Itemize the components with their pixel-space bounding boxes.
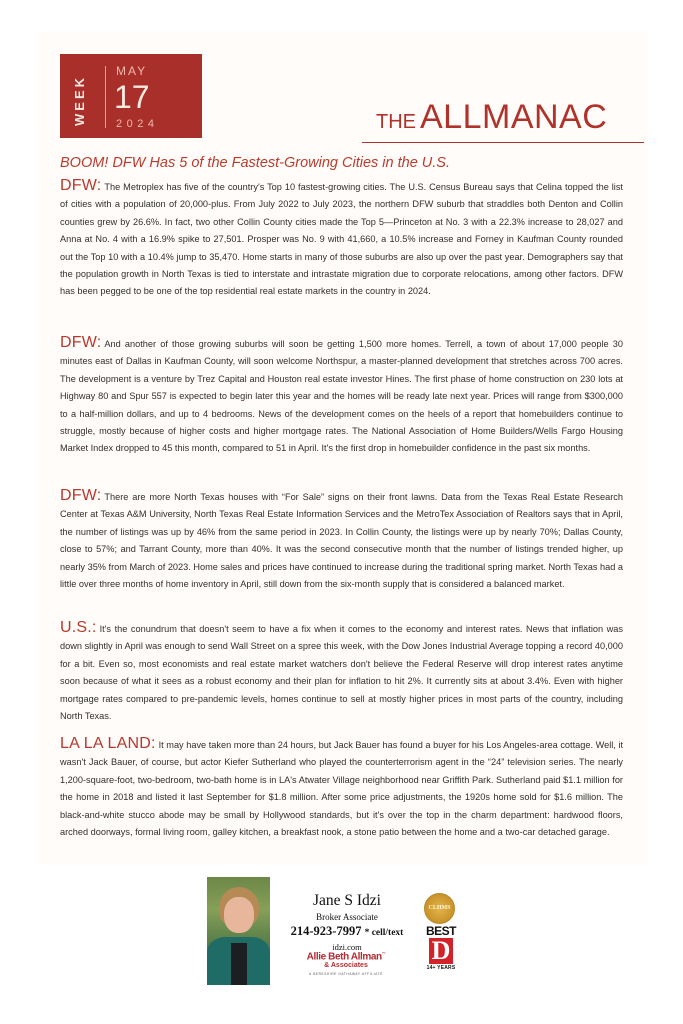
- article-body: It's the conundrum that doesn't seem to have a fix when it comes to the economy and interest rates. News that inflation was down slightly in April was enough to send Wall Street on a spree this week, with the Dow Jones Industrial Average topping a record 40,000 for a bit. Even so, most economists and real estate market watchers don't believe the Federal Reserve will drop interest rates anytime soon because of what it sees as a robust economy and their plan for inflation to hit 2%. It currently sits at about 3.4%. Even with higher mortgage rates compared to pre-pandemic levels, homes continue to sell at mostly higher prices in most parts of the country, including North Texas.: [60, 624, 623, 722]
- week-label: WEEK: [72, 75, 87, 126]
- article-dfw-growth: [60, 177, 623, 301]
- article-lead: DFW:: [60, 177, 102, 194]
- agent-title: Broker Associate: [316, 912, 378, 922]
- week-divider: [105, 66, 106, 128]
- article-us-rates: [60, 619, 623, 725]
- best-label: BEST: [425, 924, 456, 938]
- week-day: 17: [114, 79, 150, 115]
- article-lead: DFW:: [60, 487, 102, 504]
- article-la-la-land: [60, 735, 623, 841]
- clhms-seal-icon: [424, 893, 455, 924]
- article-body: It may have taken more than 24 hours, but Jack Bauer has found a buyer for his Los Angeles-area cottage. Well, it wasn't Jack Bauer, of course, but actor Kiefer Sutherland who played the counterterrorism agent in the “24” television series. The nearly 1,200-square-foot, two-bedroom, two-bath home is in LA's Atwater Village neighborhood near Griffith Park. Sutherland paid $1.1 million for the home in 2018 and listed it last September for $1.8 million. After some price adjustments, the 1920s home sold for $1.6 million. The black-and-white stucco abode may be small by Hollywood standards, but it's over the top in the charm department: hardwood floors, arched doorways, formal living room, galley kitchen, a breakfast nook, a stone patio between the home and a two-car detached garage.: [60, 740, 624, 838]
- agent-phone-number[interactable]: 214-923-7997: [290, 924, 362, 938]
- clhms-seal-text: CLHMS: [428, 905, 451, 911]
- masthead-title: ALLMANAC: [420, 98, 608, 136]
- agent-website-link[interactable]: idzi.com: [332, 942, 362, 952]
- agent-contact: [282, 892, 412, 953]
- week-year: 2024: [116, 118, 159, 130]
- article-body: And another of those growing suburbs will soon be getting 1,500 more homes. Terrell, a town of about 17,000 people 30 minutes east of Dallas in Kaufman County, will soon welcome Northspur, a master-planned development that stretches across 700 acres. The development is a venture by Trez Capital and Houston real estate investor Hines. The first phase of home construction on 230 lots at Highway 80 and Spur 557 is expected to begin later this year and the homes will be ready late next year. Prices will range from $300,000 to a half-million dollars, and up to 4 bedrooms. News of the development comes on the heels of a report that homebuilders continue to struggle, mostly because of higher costs and higher mortgage rates. The National Association of Home Builders/Wells Fargo Housing Market Index dropped to 45 this month, compared to 51 in April. It's the first drop in homebuilder confidence in the past six months.: [60, 339, 623, 454]
- article-body: The Metroplex has five of the country's Top 10 fastest-growing cities. The U.S. Census Bureau says that Celina topped the list of cities with a population of 20,000-plus. From July 2022 to July 2023, the northern DFW suburb that straddles both Denton and Collin counties grew by 26.6%. In fact, two other Collin County cities made the Top 5—Princeton at No. 3 with a 22.3% increase to 28,027 and Anna at No. 4 with a 16.9% spike to 27,501. Prosper was No. 9 with 41,660, a 10.5% increase and Forney in Kaufman County rounded out the Top 10 with a 10.4% jump to 35,470. Home starts in many of those suburbs are also up over the past year. Demographers say that the population growth in North Texas is tied to interstate and intrastate migration due to corporate relocations, among other factors. DFW has been pegged to be one of the top residential real estate markets in the country in 2024.: [60, 182, 623, 297]
- masthead: [376, 98, 642, 138]
- agent-name: Jane S Idzi: [312, 892, 381, 909]
- week-date-badge: [60, 54, 202, 138]
- page-headline: BOOM! DFW Has 5 of the Fastest-Growing Cities in the U.S.: [60, 155, 450, 171]
- trademark: ™: [381, 951, 386, 956]
- article-lead: U.S.:: [60, 619, 97, 636]
- d-logo-icon: D: [429, 938, 453, 964]
- brokerage-sub: & Associates: [324, 962, 368, 970]
- article-dfw-listings: [60, 487, 623, 593]
- agent-phone-note: * cell/text: [364, 928, 404, 938]
- article-body: There are more North Texas houses with “For Sale” signs on their front lawns. Data from the Texas Real Estate Research Center at Texas A&M University, North Texas Real Estate Information Services and the MetroTex Association of Realtors says that in April, the number of listings was up by 46% from the same period in 2023. In Collin County, the listings were up by nearly 70%; Dallas County, close to 57%; and Tarrant County, more than 40%. It was the second consecutive month that the number of listings trended higher, up nearly 35% from March of 2023. Home sales and prices have continued to increase during the traditional spring market. North Texas had a little over three months of home inventory in April, still down from the six-month supply that is considered a balanced market.: [60, 492, 623, 590]
- masthead-the: THE: [376, 111, 416, 133]
- article-lead: DFW:: [60, 334, 102, 351]
- agent-photo: [207, 877, 270, 985]
- brokerage-logo: [296, 948, 396, 976]
- article-dfw-northspur: [60, 334, 623, 458]
- masthead-rule: [362, 142, 644, 143]
- brokerage-tagline: A BERKSHIRE HATHAWAY AFFILIATE: [309, 972, 383, 977]
- agent-phone[interactable]: [282, 923, 412, 941]
- brokerage-name: Allie Beth Allman: [306, 951, 382, 963]
- article-lead: LA LA LAND:: [60, 735, 156, 752]
- week-month: MAY: [116, 64, 148, 78]
- best-d-badge: [425, 925, 457, 972]
- best-years: 14+ YEARS: [426, 965, 456, 971]
